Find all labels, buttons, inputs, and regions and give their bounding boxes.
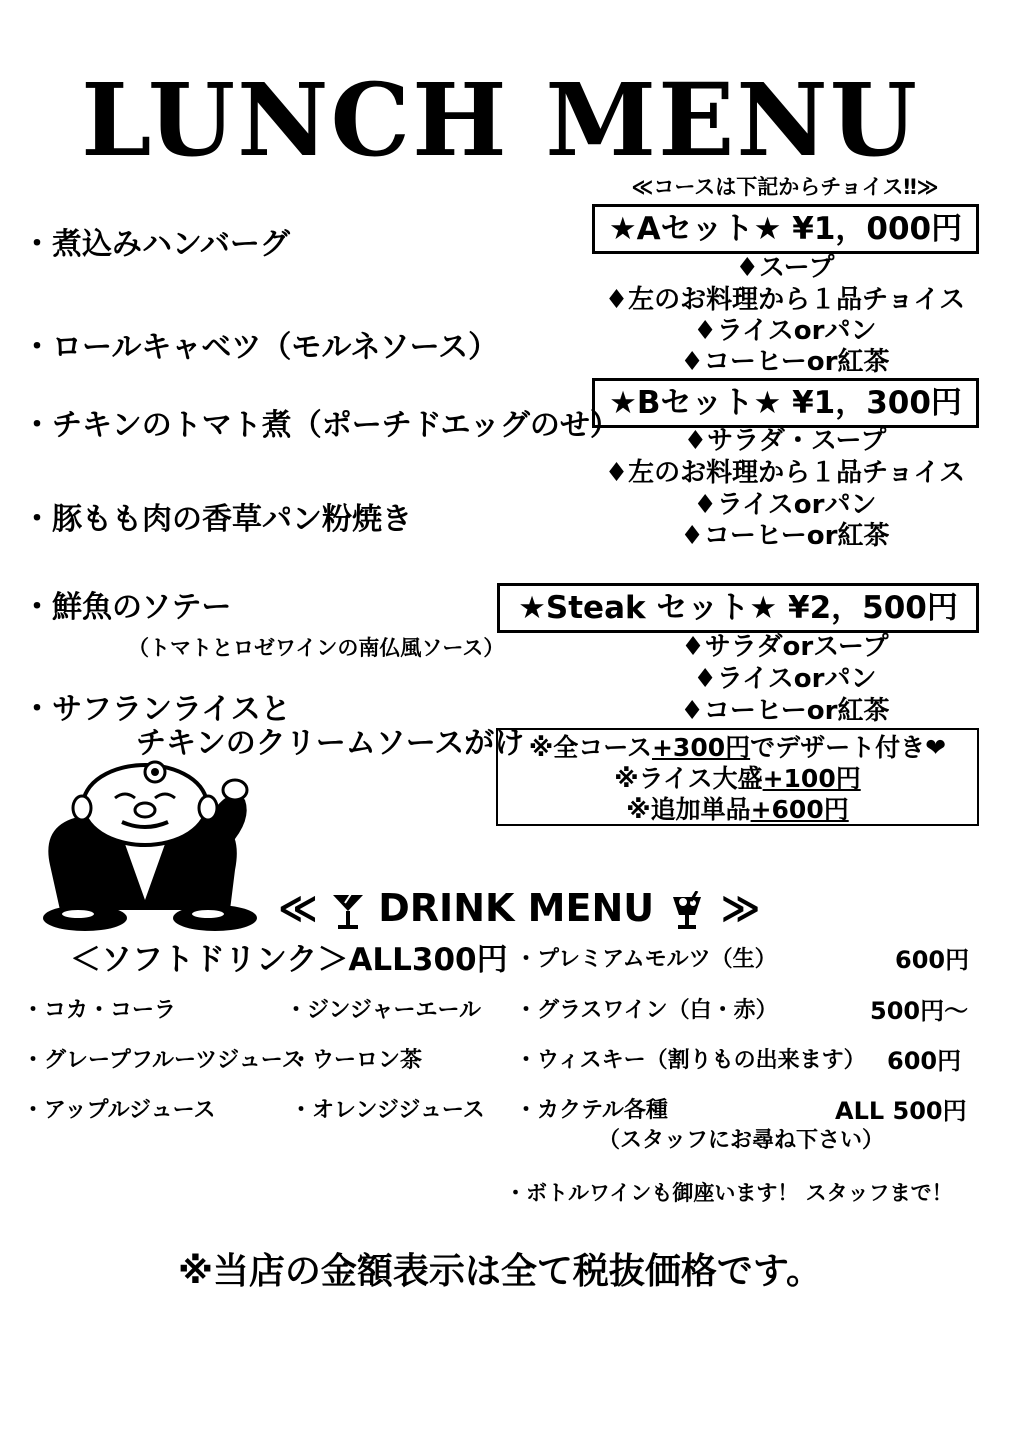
set-a-item: ♦左のお料理から１品チョイス: [604, 285, 966, 315]
menu-title: LUNCH MENU: [81, 61, 919, 179]
alcohol-item-name: ・ウィスキー（割りもの出来ます）: [515, 1048, 866, 1073]
extra-rice-price: +100円: [762, 764, 861, 793]
waiter-mascot-illustration: [30, 760, 260, 935]
set-a-item: ♦コーヒーor紅茶: [680, 347, 890, 377]
set-b-item: ♦サラダ・スープ: [683, 426, 887, 456]
alcohol-item-price: 500円～: [870, 997, 969, 1025]
extra-rice-prefix: ※ライス大盛: [614, 764, 763, 793]
extra-dessert-prefix: ※全コース: [528, 733, 652, 762]
alcohol-item-price: ALL 500円: [835, 1097, 967, 1125]
extra-rice: [498, 763, 977, 794]
tax-note: ※当店の金額表示は全て税抜価格です。: [177, 1251, 823, 1292]
dish-chicken-cream: チキンのクリームソースがけ: [136, 726, 525, 761]
soft-drink-item: ・コカ・コーラ: [22, 998, 177, 1023]
dish-fish: ・鮮魚のソテー: [22, 590, 232, 625]
alcohol-item-name: ・グラスワイン（白・赤）: [515, 998, 778, 1023]
dish-chicken-tomato: ・チキンのトマト煮（ポーチドエッグのせ）: [22, 408, 620, 443]
soft-drink-item: ・ウーロン茶: [290, 1048, 423, 1073]
alcohol-item-name: ・カクテル各種: [515, 1098, 668, 1123]
cocktail-note: （スタッフにお尋ね下さい）: [598, 1128, 885, 1153]
extras-box: [496, 728, 979, 826]
set-steak-label: ★Steak セット★ ¥2，500円: [497, 583, 979, 633]
soft-drink-header: ＜ソフトドリンク＞ALL300円: [70, 942, 508, 978]
cocktail-glass-icon: [331, 891, 365, 931]
set-a-label: ★Aセット★ ¥1，000円: [592, 204, 979, 254]
set-b-item: ♦コーヒーor紅茶: [680, 521, 890, 551]
set-steak-item: ♦コーヒーor紅茶: [680, 696, 890, 726]
alcohol-item-price: 600円: [887, 1047, 962, 1075]
set-steak-item: ♦ライスorパン: [693, 664, 877, 694]
soft-drink-item: ・アップルジュース: [22, 1098, 216, 1123]
extra-single-price: +600円: [750, 795, 849, 824]
dish-roll-cabbage: ・ロールキャベツ（モルネソース）: [22, 330, 499, 365]
soft-drink-item: ・オレンジジュース: [290, 1098, 485, 1123]
drink-title-close: ≫: [720, 886, 761, 930]
alcohol-item-name: ・プレミアムモルツ（生）: [515, 947, 777, 972]
dish-fish-sauce: （トマトとロゼワインの南仏風ソース）: [128, 636, 505, 660]
set-steak-item: ♦サラダorスープ: [681, 632, 889, 662]
extra-single: [498, 794, 977, 825]
alcohol-item-price: 600円: [895, 946, 970, 974]
set-a-item: ♦スープ: [735, 253, 835, 283]
bottle-wine-note: ・ボトルワインも御座います！ スタッフまで！: [505, 1181, 953, 1205]
set-a-item: ♦ライスorパン: [693, 316, 877, 346]
extra-dessert-price: +300円: [651, 733, 751, 762]
extra-dessert-suffix: でデザート付き❤: [750, 733, 947, 762]
course-note: ≪コースは下記からチョイス‼≫: [631, 175, 939, 199]
set-b-item: ♦左のお料理から１品チョイス: [604, 458, 966, 488]
dish-saffron-rice: ・サフランライスと: [22, 692, 291, 727]
dish-pork: ・豚もも肉の香草パン粉焼き: [22, 502, 412, 537]
drink-title-text: DRINK MENU: [378, 886, 655, 930]
dish-hamburg: ・煮込みハンバーグ: [22, 227, 290, 262]
soft-drink-item: ・ジンジャーエール: [285, 998, 482, 1023]
extra-dessert: [498, 732, 977, 763]
set-b-item: ♦ライスorパン: [693, 490, 877, 520]
extra-single-prefix: ※追加単品: [626, 795, 751, 824]
tropical-drink-icon: [667, 891, 707, 931]
soft-drink-item: ・グレープフルーツジュース: [22, 1048, 304, 1073]
drink-title-open: ≪: [278, 886, 318, 930]
drink-menu-title: [278, 884, 760, 932]
set-b-label: ★Bセット★ ¥1，300円: [592, 378, 979, 428]
